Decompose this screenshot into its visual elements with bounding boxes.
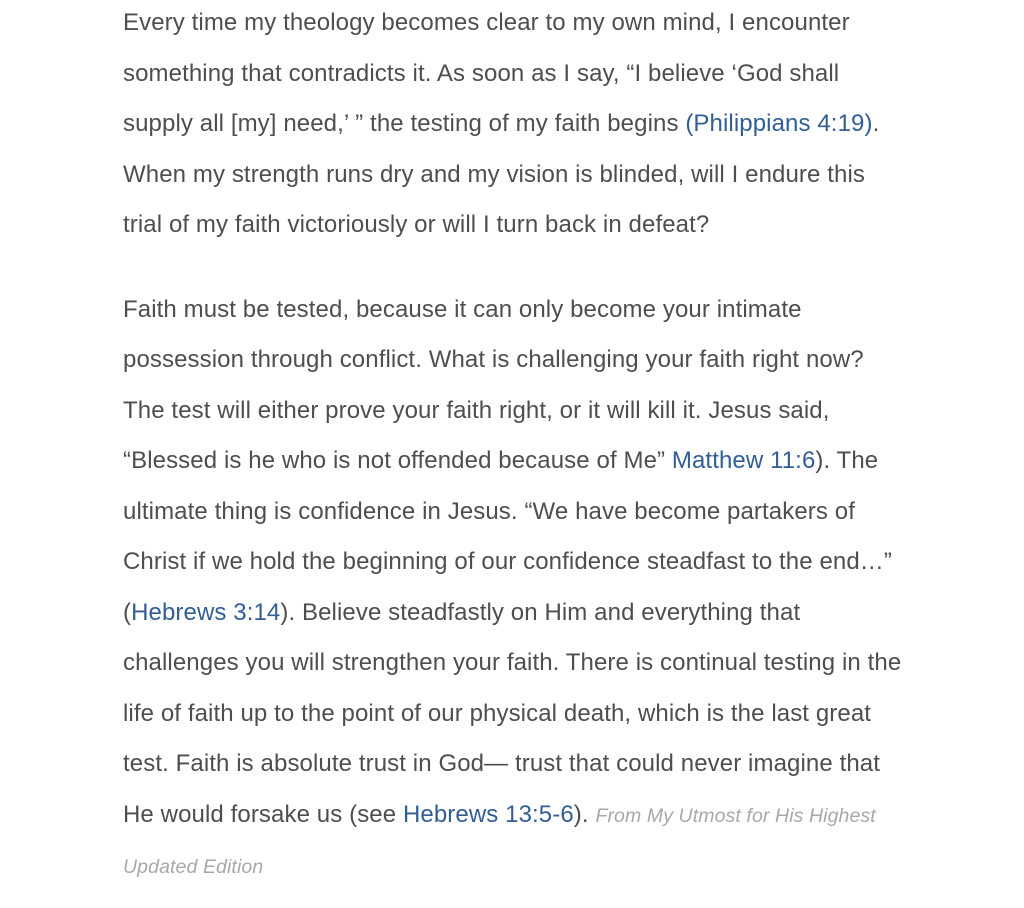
- body-text: ).: [573, 800, 596, 828]
- attribution-text: From My Utmost for His Highest Updated Edition: [123, 804, 876, 878]
- body-text: . When my strength runs dry and my vision is blinded, will I endure this trial of my faith victoriously or will I turn back in defeat?: [123, 110, 880, 238]
- body-text: Faith must be tested, because it can only become your intimate possession through conflict. What is challenging your faith right now? The test will either prove your faith right, or it will kill it. Jesus said, “Blessed is he who is not offended because of Me”: [123, 295, 864, 474]
- body-text: ). The ultimate thing is confidence in Jesus. “We have become partakers of Christ if we hold the beginning of our confidence steadfast to the end…” (: [123, 447, 893, 626]
- article-body: [123, 0, 904, 893]
- scripture-link[interactable]: Matthew 11:6: [671, 447, 816, 474]
- body-text: ). Believe steadfastly on Him and everything that challenges you will strengthen your faith. There is continual testing in the life of faith up to the point of our physical death, which is the last great test. Faith is absolute trust in God— trust that could never imagine that He would forsake us (see: [123, 598, 902, 828]
- scripture-link[interactable]: Hebrews 13:5-6: [402, 800, 574, 828]
- body-text: Every time my theology becomes clear to my own mind, I encounter something that contradicts it. As soon as I say, “I believe ‘God shall supply all [my] need,’ ” the testing of my faith begins: [123, 9, 850, 137]
- scripture-link[interactable]: (Philippians 4:19): [685, 110, 873, 137]
- scripture-link[interactable]: Hebrews 3:14: [131, 598, 281, 626]
- paragraph-1: [123, 0, 904, 251]
- paragraph-2: [123, 285, 904, 893]
